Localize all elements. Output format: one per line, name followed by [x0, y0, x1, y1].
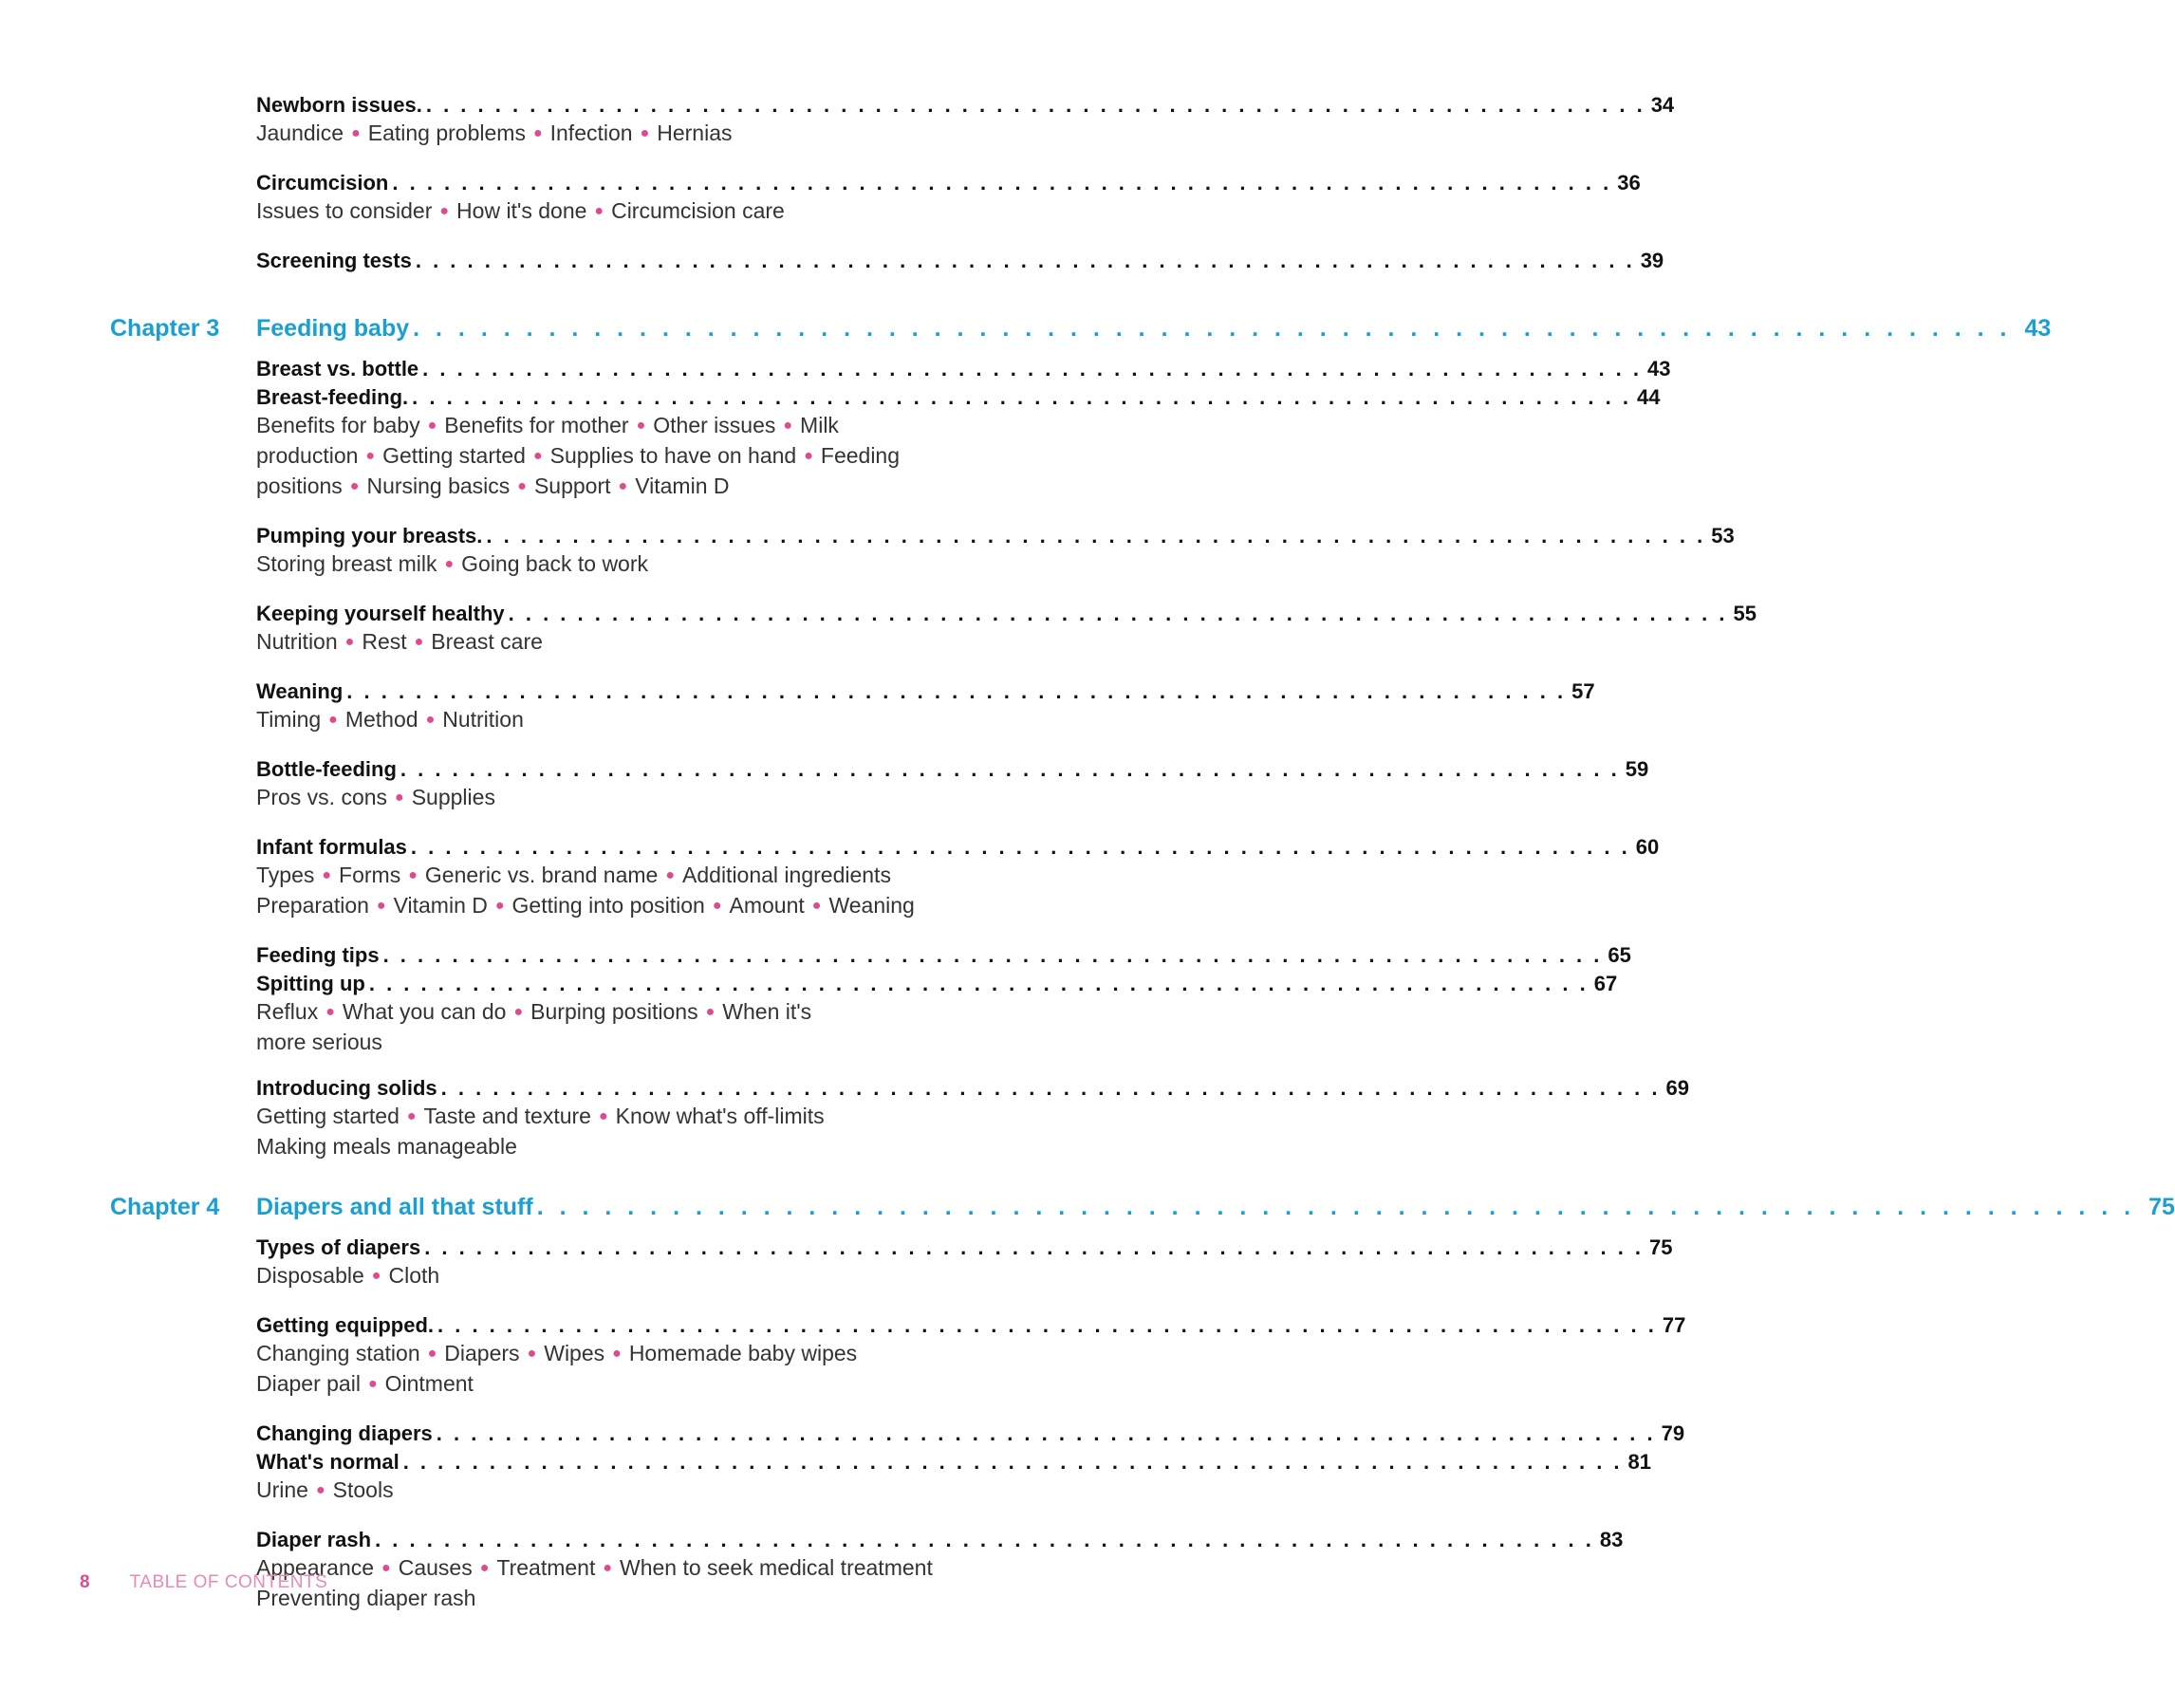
bullet-dot-icon: ● [408, 867, 418, 883]
toc-entry-title: Circumcision [256, 171, 389, 195]
toc-entry-title-row [256, 89, 1675, 121]
dot-leader: . . . . . . . . . . . . . . . . . . . . . . . . . . . . . . . . . . . . . . . . . . . . . . . . . . . . . . . . . . . . . . . . . . . . . . . [437, 1313, 1657, 1337]
subtopic-item: Vitamin D [635, 473, 730, 498]
toc-entry[interactable] [256, 245, 1664, 277]
toc-entry-title-row [256, 245, 1664, 277]
subtopic-line [256, 550, 974, 581]
subtopic-item: Additional ingredients [682, 863, 891, 887]
toc-entry[interactable] [256, 1309, 1686, 1401]
dot-leader: . . . . . . . . . . . . . . . . . . . . . . . . . . . . . . . . . . . . . . . . . . . . . . . . . . . . . . . . . . . . . . . . . . . . . . . [392, 171, 1612, 195]
toc-entry[interactable] [256, 831, 1660, 922]
dot-leader: . . . . . . . . . . . . . . . . . . . . . . . . . . . . . . . . . . . . . . . . . . . . . . . . . . . . . . . . . . . . . . . . . . . . . . . [400, 757, 1620, 781]
toc-entry-title-row [256, 1309, 1686, 1342]
subtopic-item: Changing station [256, 1341, 420, 1365]
bullet-dot-icon: ● [351, 125, 361, 141]
subtopic-item: Benefits for baby [256, 413, 420, 437]
toc-subtopics [256, 784, 974, 814]
toc-entry-page-number: 83 [1599, 1528, 1624, 1551]
page-footer [80, 1572, 327, 1593]
toc-entry[interactable] [256, 1418, 1685, 1450]
toc-entry-page-number: 77 [1662, 1313, 1686, 1337]
toc-entry-title-row [256, 1446, 1652, 1478]
dot-leader: . . . . . . . . . . . . . . . . . . . . . . . . . . . . . . . . . . . . . . . . . . . . . . . . . . . . . . . . . . . . . . . . . . . . . . . [440, 1076, 1661, 1100]
chapter-4-heading[interactable] [0, 1188, 2175, 1226]
dot-leader: . . . . . . . . . . . . . . . . . . . . . . . . . . . . . . . . . . . . . . . . . . . . . . . . . . . . . . . . . . . . . . . . . . . . . . . [412, 385, 1631, 409]
bullet-dot-icon: ● [811, 898, 822, 914]
toc-entry-title-row [256, 831, 1660, 863]
bullet-dot-icon: ● [665, 867, 676, 883]
bullet-dot-icon: ● [532, 125, 543, 141]
dot-leader: . . . . . . . . . . . . . . . . . . . . . . . . . . . . . . . . . . . . . . . . . . . . . . . . . . . . . . . . . . . . . . . . . . . . . . . [536, 1194, 2136, 1220]
toc-entry-title-row [256, 939, 1631, 972]
subtopic-item: Forms [339, 863, 401, 887]
toc-entry[interactable] [256, 89, 1675, 150]
subtopic-line [256, 998, 974, 1029]
subtopic-item: Diaper pail [256, 1371, 361, 1396]
subtopic-item: Amount [729, 893, 805, 918]
subtopic-line [256, 1370, 974, 1401]
subtopic-item: Milk [800, 413, 839, 437]
subtopic-item: production [256, 443, 359, 468]
toc-subtopics [256, 120, 974, 150]
bullet-dot-icon: ● [494, 898, 505, 914]
toc-entry[interactable] [256, 939, 1631, 972]
dot-leader: . . . . . . . . . . . . . . . . . . . . . . . . . . . . . . . . . . . . . . . . . . . . . . . . . . . . . . . . . . . . . . . . . . . . . . . [424, 1235, 1645, 1259]
subtopic-line [256, 1340, 974, 1370]
toc-entry-title: Breast vs. bottle [256, 357, 419, 381]
subtopic-line [256, 1554, 974, 1585]
toc-entry[interactable] [256, 1524, 1624, 1611]
subtopic-item: Getting into position [511, 893, 705, 918]
subtopic-item: When to seek medical treatment [620, 1555, 933, 1580]
bullet-dot-icon: ● [365, 448, 376, 464]
bullet-dot-icon: ● [783, 418, 793, 434]
toc-entry-title-row [256, 1524, 1624, 1556]
toc-entry-page-number: 34 [1650, 93, 1675, 117]
subtopic-item: What you can do [342, 999, 507, 1024]
bullet-dot-icon: ● [371, 1268, 381, 1284]
bullet-dot-icon: ● [804, 448, 813, 464]
bullet-dot-icon: ● [712, 898, 722, 914]
toc-entry-title: Bottle-feeding [256, 757, 397, 781]
subtopic-line [256, 473, 974, 503]
toc-entry-title-row [256, 381, 1661, 414]
subtopic-item: Getting started [382, 443, 526, 468]
toc-entry-title: Getting equipped. [256, 1313, 434, 1337]
subtopic-item: Ointment [384, 1371, 474, 1396]
bullet-dot-icon: ● [513, 1004, 524, 1020]
bullet-dot-icon: ● [315, 1482, 325, 1498]
subtopic-item: Infection [549, 121, 633, 145]
toc-entry-title: Pumping your breasts. [256, 524, 483, 548]
subtopic-line [256, 628, 974, 659]
bullet-dot-icon: ● [618, 478, 628, 494]
subtopic-item: Preventing diaper rash [256, 1586, 476, 1610]
subtopic-item: Benefits for mother [444, 413, 629, 437]
bullet-dot-icon: ● [381, 1560, 391, 1576]
toc-subtopics [256, 1262, 974, 1292]
subtopic-line [256, 1262, 974, 1292]
subtopic-line [256, 1029, 974, 1055]
toc-entry[interactable] [256, 968, 1618, 1055]
toc-subtopics [256, 1103, 974, 1160]
toc-entry-page-number: 39 [1640, 249, 1664, 272]
toc-subtopics [256, 628, 974, 659]
toc-entry-page-number: 69 [1665, 1076, 1689, 1100]
subtopic-item: Causes [398, 1555, 473, 1580]
toc-entry-title: Spitting up [256, 972, 365, 995]
toc-subtopics [256, 412, 974, 503]
subtopic-line [256, 1476, 974, 1507]
page-number: 8 [80, 1572, 90, 1592]
subtopic-item: Homemade baby wipes [628, 1341, 858, 1365]
toc-subtopics [256, 1554, 974, 1611]
toc-entry-title: Diaper rash [256, 1528, 372, 1551]
toc-entry-page-number: 57 [1571, 679, 1595, 703]
bullet-dot-icon: ● [406, 1108, 417, 1124]
subtopic-item: Cloth [388, 1263, 440, 1288]
subtopic-item: Jaundice [256, 121, 344, 145]
toc-entry[interactable] [256, 167, 1641, 228]
dot-leader: . . . . . . . . . . . . . . . . . . . . . . . . . . . . . . . . . . . . . . . . . . . . . . . . . . . . . . . . . . . . . . . . . . . . . . . [346, 679, 1567, 703]
toc-entry-title: Keeping yourself healthy [256, 602, 505, 625]
toc-entry-title: Types of diapers [256, 1235, 421, 1259]
subtopic-item: Nutrition [256, 629, 338, 654]
toc-entry-title: Feeding tips [256, 943, 380, 967]
subtopic-item: Weaning [828, 893, 915, 918]
subtopic-item: Types [256, 863, 315, 887]
toc-entry[interactable] [256, 753, 1649, 814]
subtopic-item: Treatment [496, 1555, 596, 1580]
bullet-dot-icon: ● [427, 1346, 437, 1362]
toc-entry-title-row [256, 353, 1671, 385]
subtopic-item: Timing [256, 707, 322, 732]
toc-entry[interactable] [256, 353, 1671, 385]
bullet-dot-icon: ● [517, 478, 527, 494]
toc-entry-page-number: 60 [1635, 835, 1660, 859]
subtopic-item: Circumcision care [611, 198, 785, 223]
dot-leader: . . . . . . . . . . . . . . . . . . . . . . . . . . . . . . . . . . . . . . . . . . . . . . . . . . . . . . . . . . . . . . . . . . . . . . . [508, 602, 1728, 625]
toc-entry-page-number: 55 [1733, 602, 1757, 625]
toc-entry-page-number: 43 [1647, 357, 1671, 381]
toc-entry-page-number: 59 [1625, 757, 1649, 781]
toc-subtopics [256, 706, 974, 736]
dot-leader: . . . . . . . . . . . . . . . . . . . . . . . . . . . . . . . . . . . . . . . . . . . . . . . . . . . . . . . . . . . . . . . . . . . . . . . [422, 357, 1643, 381]
dot-leader: . . . . . . . . . . . . . . . . . . . . . . . . . . . . . . . . . . . . . . . . . . . . . . . . . . . . . . . . . . . . . . . . . . . . . . . [375, 1528, 1594, 1551]
toc-entry-title-row [256, 676, 1595, 708]
chapter-title: Feeding baby [256, 315, 410, 342]
table-of-contents [0, 89, 2175, 1611]
toc-subtopics [256, 550, 974, 581]
subtopic-item: Know what's off-limits [615, 1104, 825, 1128]
bullet-dot-icon: ● [594, 203, 604, 219]
toc-entry-title: Introducing solids [256, 1076, 437, 1100]
toc-entry-page-number: 44 [1637, 385, 1661, 409]
chapter-page-number: 43 [2024, 315, 2052, 342]
subtopic-line [256, 412, 974, 442]
subtopic-item: Method [344, 707, 418, 732]
chapter-page-number: 75 [2148, 1194, 2175, 1220]
bullet-dot-icon: ● [344, 634, 355, 650]
subtopic-item: Generic vs. brand name [424, 863, 659, 887]
toc-subtopics [256, 998, 974, 1055]
subtopic-item: Issues to consider [256, 198, 433, 223]
subtopic-item: Going back to work [461, 551, 649, 576]
subtopic-line [256, 862, 974, 892]
subtopic-item: Stools [332, 1477, 394, 1502]
subtopic-line [256, 442, 974, 473]
subtopic-item: Pros vs. cons [256, 785, 388, 809]
footer-label: TABLE OF CONTENTS [129, 1572, 328, 1592]
toc-entry-title: Breast-feeding. [256, 385, 409, 409]
bullet-dot-icon: ● [640, 125, 650, 141]
subtopic-item: Vitamin D [393, 893, 488, 918]
bullet-dot-icon: ● [598, 1108, 608, 1124]
subtopic-item: Preparation [256, 893, 369, 918]
toc-entry-title-row [256, 968, 1618, 1000]
bullet-dot-icon: ● [636, 418, 646, 434]
bullet-dot-icon: ● [395, 789, 404, 806]
toc-entry-page-number: 65 [1608, 943, 1631, 967]
toc-subtopics [256, 862, 974, 922]
toc-entry-title: What's normal [256, 1450, 400, 1474]
bullet-dot-icon: ● [439, 203, 450, 219]
dot-leader: . . . . . . . . . . . . . . . . . . . . . . . . . . . . . . . . . . . . . . . . . . . . . . . . . . . . . . . . . . . . . . . . . . . . . . . [382, 943, 1603, 967]
subtopic-item: Other issues [653, 413, 776, 437]
dot-leader: . . . . . . . . . . . . . . . . . . . . . . . . . . . . . . . . . . . . . . . . . . . . . . . . . . . . . . . . . . . . . . . . . . . . . . . [425, 93, 1645, 117]
toc-entry-page-number: 81 [1627, 1450, 1652, 1474]
bullet-dot-icon: ● [479, 1560, 490, 1576]
bullet-dot-icon: ● [414, 634, 424, 650]
bullet-dot-icon: ● [612, 1346, 622, 1362]
bullet-dot-icon: ● [322, 867, 332, 883]
subtopic-line [256, 1585, 974, 1611]
bullet-dot-icon: ● [444, 556, 455, 572]
bullet-dot-icon: ● [532, 448, 543, 464]
bullet-dot-icon: ● [349, 478, 360, 494]
subtopic-item: Eating problems [367, 121, 526, 145]
subtopic-line [256, 120, 974, 150]
dot-leader: . . . . . . . . . . . . . . . . . . . . . . . . . . . . . . . . . . . . . . . . . . . . . . . . . . . . . . . . . . . . . . . . . . . . . . . [486, 524, 1706, 548]
subtopic-item: Appearance [256, 1555, 375, 1580]
subtopic-item: How it's done [456, 198, 587, 223]
chapter-title-row [256, 309, 2052, 347]
toc-entry-title-row [256, 1072, 1689, 1105]
subtopic-item: Hernias [657, 121, 733, 145]
subtopic-item: more serious [256, 1030, 382, 1054]
toc-entry[interactable] [256, 598, 1757, 659]
subtopic-item: Nursing basics [366, 473, 511, 498]
chapter-3-heading[interactable] [0, 309, 2052, 347]
subtopic-item: Wipes [544, 1341, 605, 1365]
bullet-dot-icon: ● [527, 1346, 537, 1362]
dot-leader: . . . . . . . . . . . . . . . . . . . . . . . . . . . . . . . . . . . . . . . . . . . . . . . . . . . . . . . . . . . . . . . . . . . . . . . [368, 972, 1589, 995]
bullet-dot-icon: ● [603, 1560, 613, 1576]
chapter-label: Chapter 4 [110, 1194, 220, 1220]
toc-subtopics [256, 1476, 974, 1507]
toc-entry-title: Changing diapers [256, 1421, 433, 1445]
subtopic-item: When it's [722, 999, 812, 1024]
subtopic-item: Supplies [411, 785, 495, 809]
toc-entry-title-row [256, 520, 1735, 552]
toc-entry-title: Infant formulas [256, 835, 407, 859]
subtopic-item: positions [256, 473, 343, 498]
dot-leader: . . . . . . . . . . . . . . . . . . . . . . . . . . . . . . . . . . . . . . . . . . . . . . . . . . . . . . . . . . . . . . . . . . . . . . . [402, 1450, 1623, 1474]
dot-leader: . . . . . . . . . . . . . . . . . . . . . . . . . . . . . . . . . . . . . . . . . . . . . . . . . . . . . . . . . . . . . . . . . . . . . . . [410, 835, 1630, 859]
dot-leader: . . . . . . . . . . . . . . . . . . . . . . . . . . . . . . . . . . . . . . . . . . . . . . . . . . . . . . . . . . . . . . . . . . . . . . . [413, 315, 2012, 342]
toc-entry-title-row [256, 753, 1649, 786]
subtopic-item: Diapers [444, 1341, 520, 1365]
dot-leader: . . . . . . . . . . . . . . . . . . . . . . . . . . . . . . . . . . . . . . . . . . . . . . . . . . . . . . . . . . . . . . . . . . . . . . . [436, 1421, 1656, 1445]
subtopic-item: Support [533, 473, 611, 498]
subtopic-item: Taste and texture [423, 1104, 591, 1128]
bullet-dot-icon: ● [328, 712, 338, 728]
bullet-dot-icon: ● [367, 1376, 378, 1392]
dot-leader: . . . . . . . . . . . . . . . . . . . . . . . . . . . . . . . . . . . . . . . . . . . . . . . . . . . . . . . . . . . . . . . . . . . . . . . [415, 249, 1635, 272]
toc-entry[interactable] [256, 1072, 1689, 1160]
toc-entry-title-row [256, 598, 1757, 630]
chapter-title-row [256, 1188, 2175, 1226]
subtopic-item: Burping positions [530, 999, 698, 1024]
subtopic-item: Feeding [820, 443, 901, 468]
subtopic-line [256, 784, 974, 814]
subtopic-item: Rest [362, 629, 407, 654]
toc-entry-title: Newborn issues. [256, 93, 422, 117]
subtopic-line [256, 197, 974, 228]
subtopic-item: Urine [256, 1477, 308, 1502]
toc-entry[interactable] [256, 381, 1661, 503]
subtopic-item: Supplies to have on hand [549, 443, 797, 468]
subtopic-item: Storing breast milk [256, 551, 437, 576]
toc-entry-title: Screening tests [256, 249, 412, 272]
toc-entry-page-number: 67 [1593, 972, 1618, 995]
toc-subtopics [256, 1340, 974, 1401]
toc-entry[interactable] [256, 676, 1595, 736]
subtopic-line [256, 1103, 974, 1133]
subtopic-line [256, 892, 974, 922]
toc-entry[interactable] [256, 1446, 1652, 1507]
toc-entry-page-number: 75 [1649, 1235, 1673, 1259]
subtopic-line [256, 706, 974, 736]
chapter-label: Chapter 3 [110, 315, 220, 342]
toc-entry-title-row [256, 1232, 1673, 1264]
toc-subtopics [256, 197, 974, 228]
subtopic-item: Getting started [256, 1104, 400, 1128]
toc-entry[interactable] [256, 1232, 1673, 1292]
toc-entry-page-number: 36 [1617, 171, 1641, 195]
chapter-title: Diapers and all that stuff [256, 1194, 533, 1220]
toc-entry-title-row [256, 1418, 1685, 1450]
subtopic-item: Making meals manageable [256, 1134, 517, 1159]
bullet-dot-icon: ● [325, 1004, 335, 1020]
subtopic-line [256, 1133, 974, 1160]
bullet-dot-icon: ● [425, 712, 436, 728]
toc-entry-page-number: 53 [1711, 524, 1735, 548]
toc-entry-title: Weaning [256, 679, 344, 703]
toc-entry-page-number: 79 [1661, 1421, 1685, 1445]
subtopic-item: Reflux [256, 999, 319, 1024]
toc-entry-title-row [256, 167, 1641, 199]
subtopic-item: Nutrition [442, 707, 524, 732]
toc-entry[interactable] [256, 520, 1735, 581]
bullet-dot-icon: ● [705, 1004, 716, 1020]
bullet-dot-icon: ● [376, 898, 386, 914]
subtopic-item: Breast care [431, 629, 543, 654]
subtopic-item: Disposable [256, 1263, 364, 1288]
bullet-dot-icon: ● [427, 418, 437, 434]
